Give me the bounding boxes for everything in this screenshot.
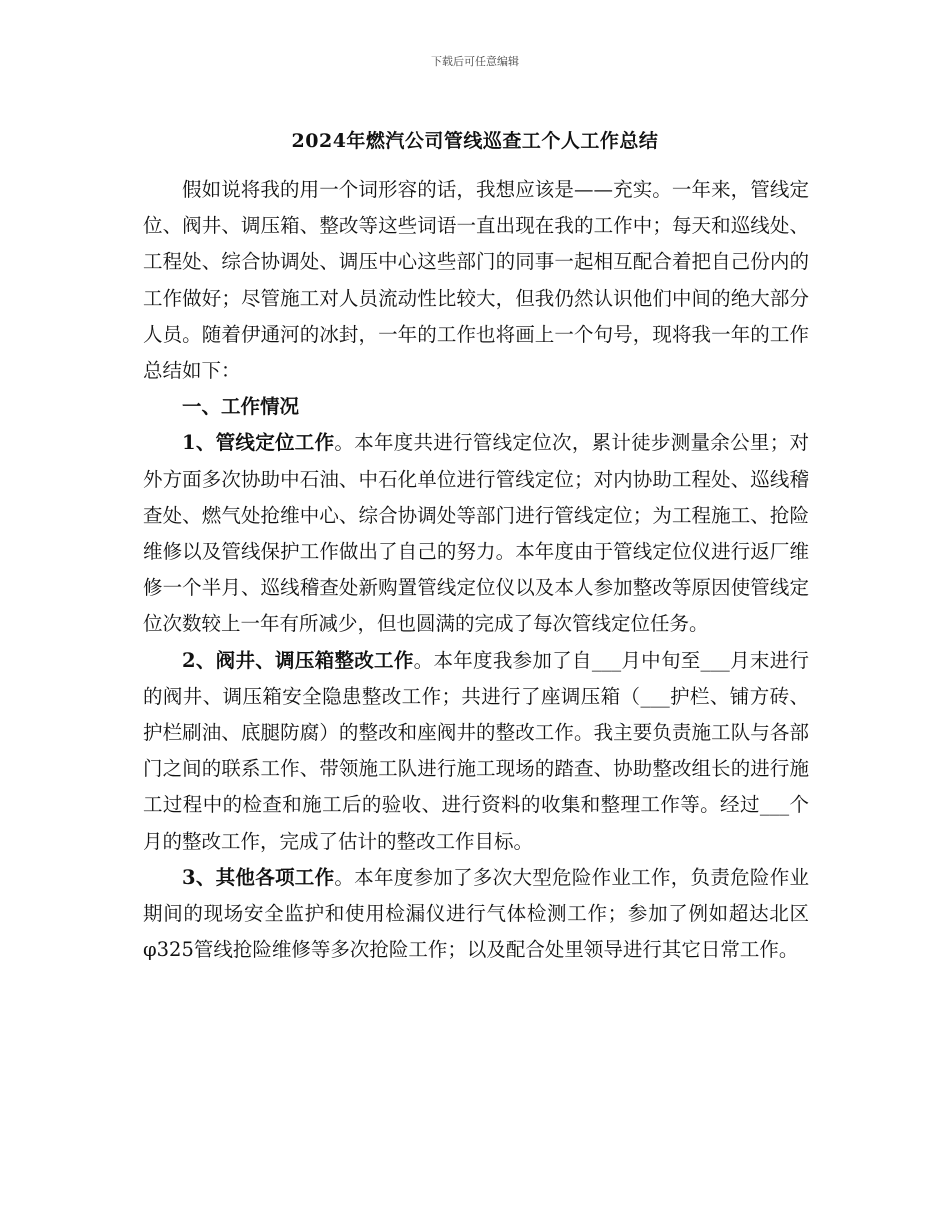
item-lead: 1、管线定位工作 [182, 431, 335, 455]
section-heading-work-status: 一、工作情况 [182, 395, 300, 419]
item-text: 。本年度共进行管线定位次，累计徒步测量余公里；对外方面多次协助中石油、中石化单位进行管线定位；对内协助工程处、巡线稽查处、燃气处抢维中心、综合协调处等部门进行管线定位；为工程施工、抢险维修以及管线保护工作做出了自己的努力。本年度由于管线定位仪进行返厂维修一个半月、巡线稽查处新购置管线定位仪以及本人参加整改等原因使管线定位次数较上一年有所减少，但也圆满的完成了每次管线定位任务。 [143, 431, 809, 636]
item-lead: 2、阀井、调压箱整改工作 [182, 648, 414, 672]
document-title: 2024年燃汽公司管线巡查工个人工作总结 [291, 130, 659, 152]
item-paragraph-other-work [143, 860, 809, 969]
item-lead: 3、其他各项工作 [182, 865, 335, 889]
document-body [143, 172, 809, 968]
intro-paragraph: 假如说将我的用一个词形容的话，我想应该是——充实。一年来，管线定位、阀井、调压箱、整改等这些词语一直出现在我的工作中；每天和巡线处、工程处、综合协调处、调压中心这些部门的同事一起相互配合着把自己份内的工作做好；尽管施工对人员流动性比较大，但我仍然认识他们中间的绝大部分人员。随着伊通河的冰封，一年的工作也将画上一个句号，现将我一年的工作总结如下： [143, 178, 809, 383]
header-note: 下载后可任意编辑 [431, 55, 519, 68]
item-text: 。本年度我参加了自___月中旬至___月末进行的阀井、调压箱安全隐患整改工作；共进行了座调压箱（___护栏、铺方砖、护栏刷油、底腿防腐）的整改和座阀井的整改工作。我主要负责施工队与各部门之间的联系工作、带领施工队进行施工现场的踏查、协助整改组长的进行施工过程中的检查和施工后的验收、进行资料的收集和整理工作等。经过___个月的整改工作，完成了估计的整改工作目标。 [143, 648, 809, 853]
item-text: 。本年度参加了多次大型危险作业工作，负责危险作业期间的现场安全监护和使用检漏仪进行气体检测工作；参加了例如超达北区φ325管线抢险维修等多次抢险工作；以及配合处里领导进行其它日常工作。 [143, 865, 809, 962]
item-paragraph-valve-rectification [143, 643, 809, 860]
item-paragraph-pipeline-positioning [143, 425, 809, 642]
